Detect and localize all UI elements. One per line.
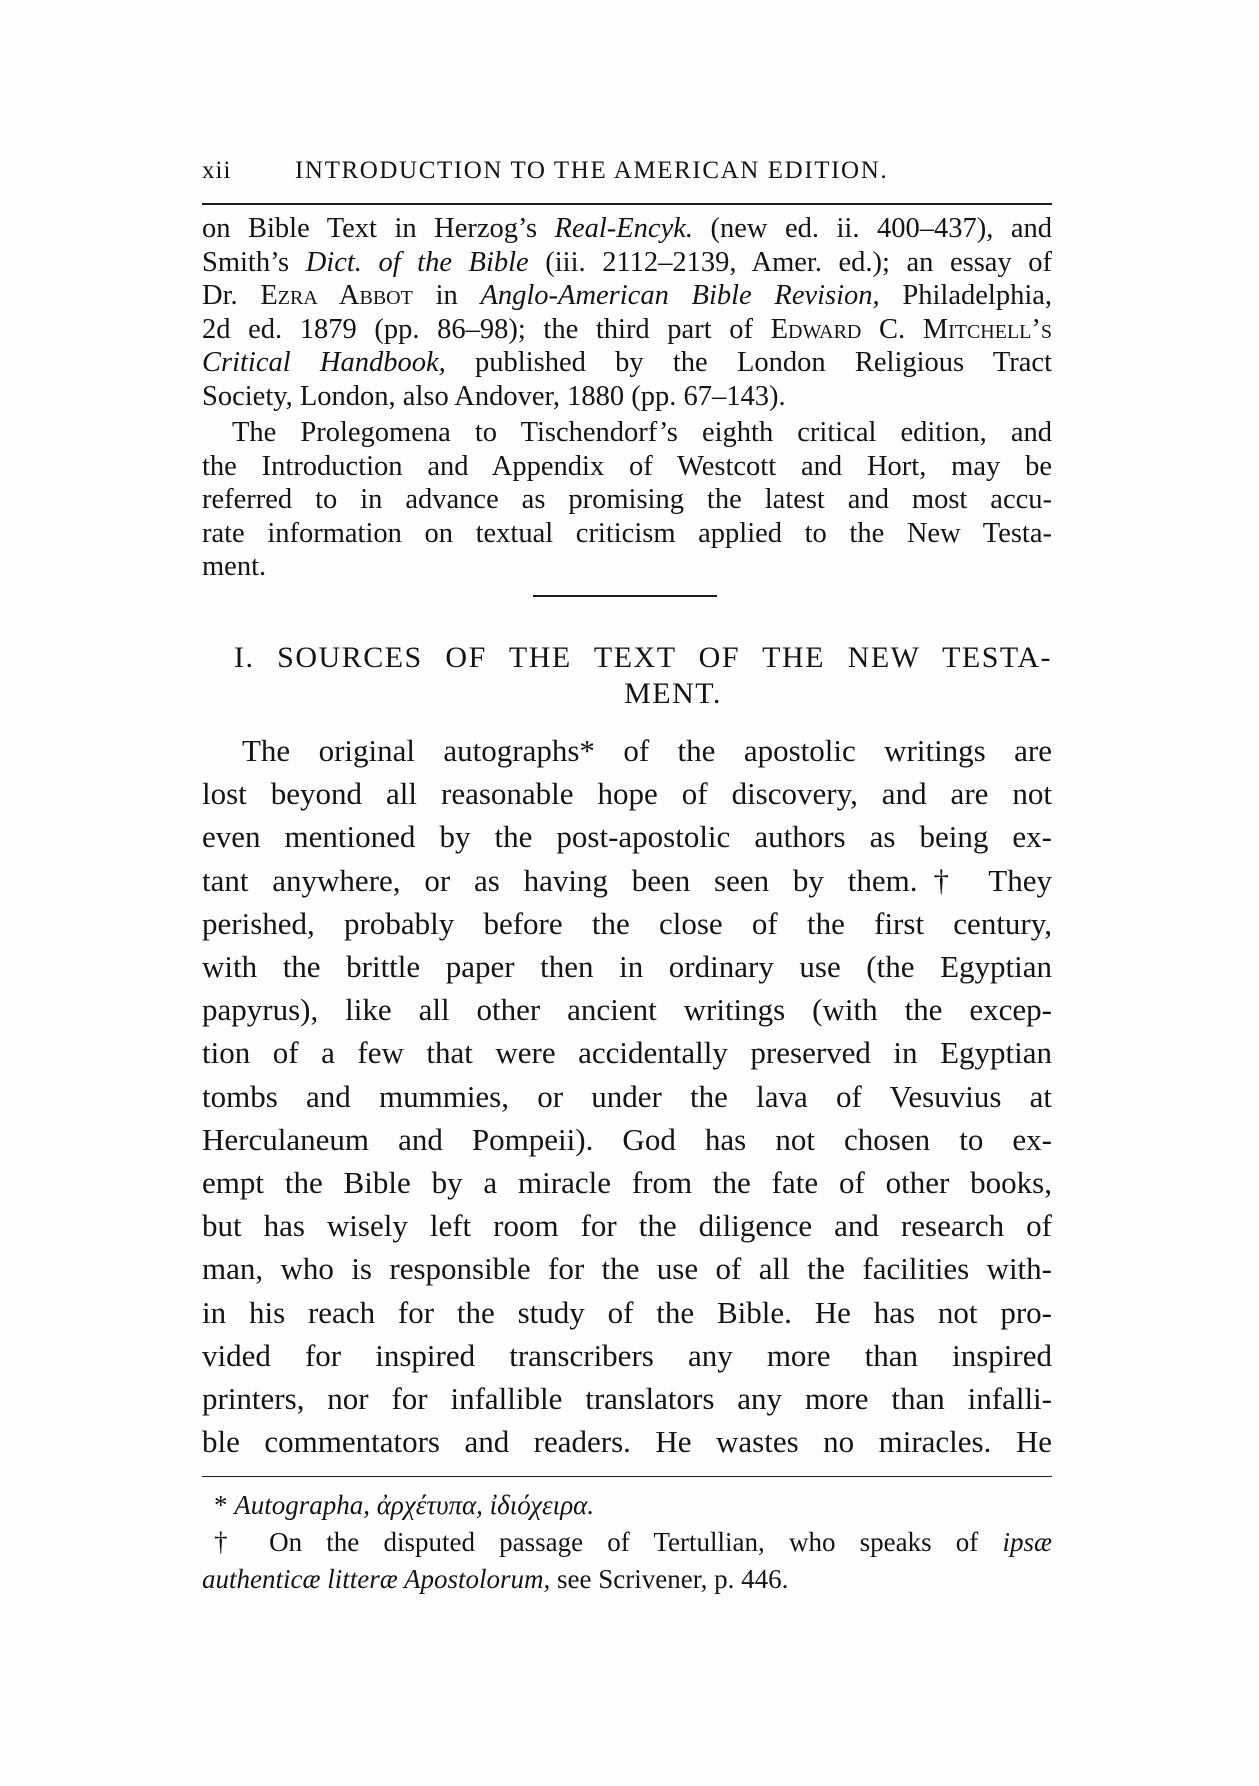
prolegomena-paragraph (202, 416, 1052, 584)
header-rule (202, 203, 1052, 205)
text-line: Dr. Ezra Abbot in Anglo-American Bible Revision, Philadelphia, (202, 280, 1053, 311)
section-divider (533, 595, 717, 597)
text-line: ble commentators and readers. He wastes no miracles. He (202, 1424, 1052, 1460)
text-line: tant anywhere, or as having been seen by them.† They (202, 862, 1052, 898)
bibliography-paragraph (202, 212, 1052, 413)
footnote-tertullian: † On the disputed passage of Tertullian, who speaks of ipsæ authenticæ litteræ Apostolorum, see Scrivener, p. 446. (202, 1527, 1052, 1594)
section-heading (234, 640, 1052, 712)
text-line: Critical Handbook, published by the London Religious Tract (202, 347, 1052, 378)
page-header (202, 157, 1052, 197)
text-line: perished, probably before the close of the first century, (202, 905, 1052, 941)
text-line: Society, London, also Andover, 1880 (pp. 67–143). (202, 380, 786, 412)
page-number: xii (202, 157, 232, 184)
footnotes (202, 1487, 1052, 1598)
text-line: rate information on textual criticism applied to the New Testa- (202, 517, 1052, 549)
text-line: with the brittle paper then in ordinary use (the Egyptian (202, 949, 1052, 985)
body-paragraph (202, 729, 1052, 1463)
text-line: printers, nor for infallible translators any more than infalli- (202, 1381, 1052, 1417)
footnote-rule (202, 1476, 1052, 1477)
text-line: ment. (202, 551, 267, 582)
section-heading-line: I. SOURCES OF THE TEXT OF THE NEW TESTA- (234, 641, 1052, 674)
text-line: Smith’s Dict. of the Bible (iii. 2112–2139, Amer. ed.); an essay of (202, 246, 1052, 278)
text-line: in his reach for the study of the Bible. He has not pro- (202, 1294, 1052, 1330)
running-head: INTRODUCTION TO THE AMERICAN EDITION. (295, 157, 889, 184)
footnote-autographa: * Autographa, ἀρχέτυπα, ἰδιόχειρα. (214, 1490, 595, 1520)
text-line: empt the Bible by a miracle from the fate of other books, (202, 1165, 1052, 1201)
text-line: papyrus), like all other ancient writings (with the excep- (202, 992, 1052, 1028)
section-heading-line: MENT. (624, 677, 722, 710)
text-line: referred to in advance as promising the latest and most accu- (202, 484, 1052, 515)
text-line: The Prolegomena to Tischendorf’s eighth critical edition, and (232, 417, 1052, 448)
text-line: Herculaneum and Pompeii). God has not chosen to ex- (202, 1121, 1052, 1157)
text-line: tion of a few that were accidentally preserved in Egyptian (202, 1035, 1052, 1071)
text-line: but has wisely left room for the diligence and research of (202, 1208, 1052, 1244)
text-line: tombs and mummies, or under the lava of Vesuvius at (202, 1078, 1052, 1114)
text-line: the Introduction and Appendix of Westcott and Hort, may be (202, 450, 1052, 482)
text-line: vided for inspired transcribers any more than inspired (202, 1337, 1052, 1373)
text-line: 2d ed. 1879 (pp. 86–98); the third part of Edward C. Mitchell’s (202, 313, 1052, 345)
text-line: man, who is responsible for the use of all the facilities with- (202, 1251, 1052, 1287)
text-line: The original autographs* of the apostolic writings are (242, 733, 1052, 768)
text-line: lost beyond all reasonable hope of discovery, and are not (202, 776, 1052, 812)
text-line: even mentioned by the post-apostolic authors as being ex- (202, 819, 1052, 855)
text-line: on Bible Text in Herzog’s Real-Encyk. (new ed. ii. 400–437), and (202, 213, 1052, 244)
